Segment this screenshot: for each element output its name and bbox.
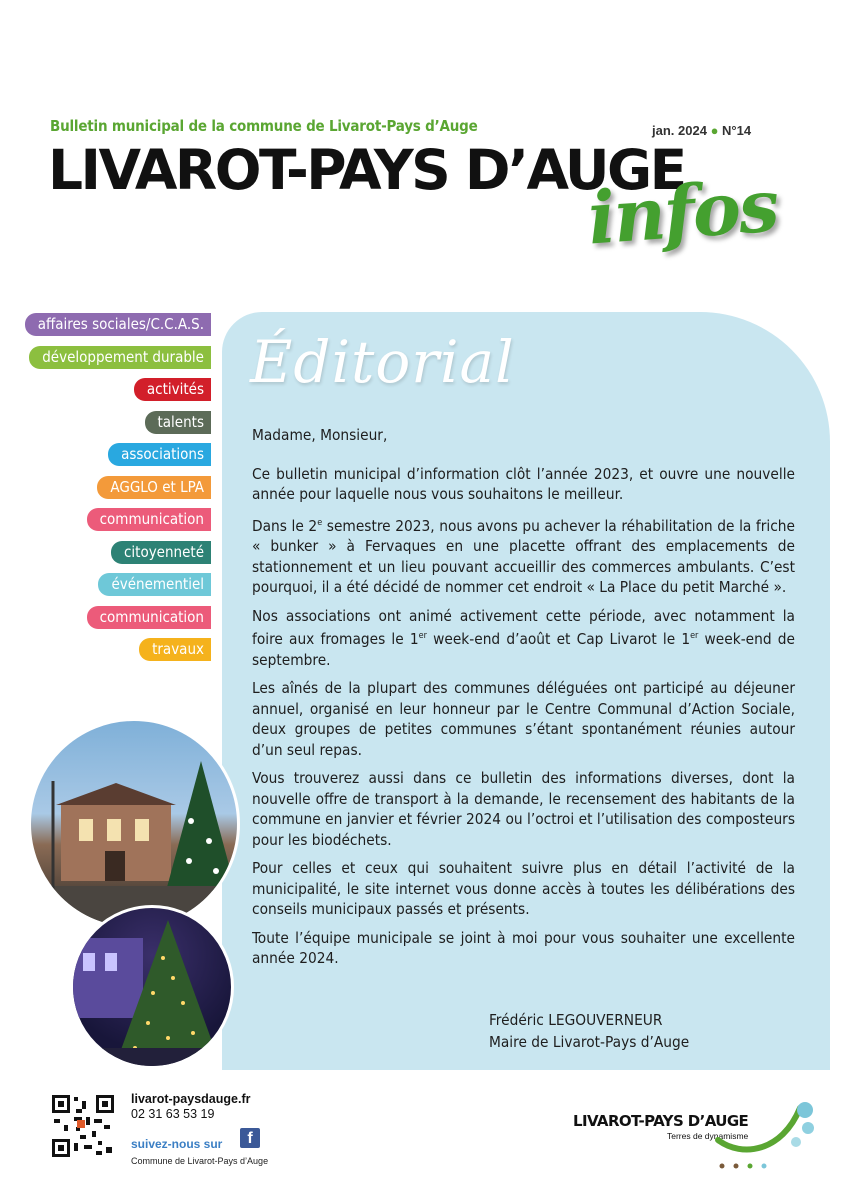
p3-text-a: Nos associations ont animé activement cette période, avec notamment la foire aux fromages le 1 [252, 606, 795, 649]
christmas-tree-photo [70, 905, 234, 1069]
editorial-paragraph-4: Les aînés de la plupart des communes déléguées ont participé au déjeuner annuel, organisé en leur honneur par le Centre Communal d’Action Sociale, deux groupes de petites communes s’étant spontanément réunies autour d’un seul repas. [252, 679, 795, 759]
tag-communication[interactable]: communication [87, 508, 211, 531]
qr-code-icon[interactable] [52, 1095, 114, 1157]
p3-sup-1: er [418, 631, 427, 642]
bulletin-subtitle: Bulletin municipal de la commune de Livarot-Pays d’Auge [50, 117, 478, 135]
bullet-dot-icon: ● [710, 123, 719, 138]
footer-logo-tagline: Terres de dynamisme [667, 1131, 749, 1141]
issue-number: N°14 [722, 123, 752, 138]
editorial-paragraph-7: Toute l’équipe municipale se joint à moi pour vous souhaiter une excellente année 2024. [252, 928, 795, 968]
follow-us-label: suivez-nous sur [131, 1137, 223, 1151]
facebook-icon[interactable]: f [240, 1128, 260, 1148]
tag-communication-2[interactable]: communication [87, 606, 211, 629]
tag-citoyennete[interactable]: citoyenneté [111, 541, 211, 564]
masthead-title: LIVAROT-PAYS D’AUGE [48, 138, 685, 202]
phone-number: 02 31 63 53 19 [131, 1107, 215, 1121]
p2-sup: e [317, 517, 323, 528]
p3-text-b: week-end d’août et Cap Livarot le 1 [426, 630, 691, 649]
p2-text-a: Dans le 2 [252, 516, 318, 535]
issue-date [652, 123, 751, 138]
logo-swoosh-icon [712, 1100, 824, 1172]
footer-logo-text: LIVAROT-PAYS D’AUGE [573, 1112, 749, 1130]
editorial-paragraph-3 [252, 606, 795, 671]
tag-agglo-lpa[interactable]: AGGLO et LPA [97, 476, 211, 499]
tag-affaires-sociales[interactable]: affaires sociales/C.C.A.S. [25, 313, 211, 336]
editorial-paragraph-2 [252, 513, 795, 598]
tag-talents[interactable]: talents [145, 411, 212, 434]
masthead-infos: infos [585, 162, 780, 261]
signature-title: Maire de Livarot-Pays d’Auge [489, 1033, 690, 1051]
p2-text-b: semestre 2023, nous avons pu achever la réhabilitation de la friche « bunker » à Fervaques en une placette offrant des emplacements de stationnement et un lieu pouvant accueillir des commerces ambulants. C’est pourquoi, il a été décidé de nommer cet endroit « La Place du petit Marché ». [252, 516, 796, 597]
tag-developpement-durable[interactable]: développement durable [29, 346, 211, 369]
tag-travaux[interactable]: travaux [139, 638, 211, 661]
facebook-page-name: Commune de Livarot-Pays d’Auge [131, 1156, 269, 1166]
website-link[interactable]: livarot-paysdauge.fr [131, 1092, 251, 1106]
christmas-tree-illustration [73, 908, 231, 1066]
p3-sup-2: er [690, 631, 699, 642]
date-text: jan. 2024 [652, 123, 707, 138]
section-tags [25, 313, 211, 671]
tag-activites[interactable]: activités [134, 378, 211, 401]
signature-name: Frédéric LEGOUVERNEUR [489, 1011, 663, 1029]
editorial-greeting: Madame, Monsieur, [252, 426, 388, 444]
editorial-paragraph-6: Pour celles et ceux qui souhaitent suivre plus en détail l’activité de la municipalité, le site internet vous donne accès à toutes les délibérations des conseils municipaux passés et présents. [252, 859, 795, 919]
tag-associations[interactable]: associations [108, 443, 211, 466]
town-hall-photo [28, 718, 240, 930]
editorial-paragraph-5: Vous trouverez aussi dans ce bulletin des informations diverses, dont la nouvelle offre de transport à la demande, le recensement des habitants de la commune en janvier et février 2024 ou l’octroi et l’utilisation des composteurs pour les biodéchets. [252, 769, 795, 849]
p3-text-c: week-end de septembre. [252, 630, 795, 669]
town-hall-illustration [31, 721, 237, 927]
editorial-paragraph-1: Ce bulletin municipal d’information clôt l’année 2023, et ouvre une nouvelle année pour laquelle nous vous souhaitons le meilleur. [252, 464, 795, 503]
tag-evenementiel[interactable]: événementiel [98, 573, 211, 596]
editorial-body [252, 425, 795, 977]
editorial-title: Éditorial [250, 328, 515, 396]
editorial-signature [489, 1009, 689, 1053]
